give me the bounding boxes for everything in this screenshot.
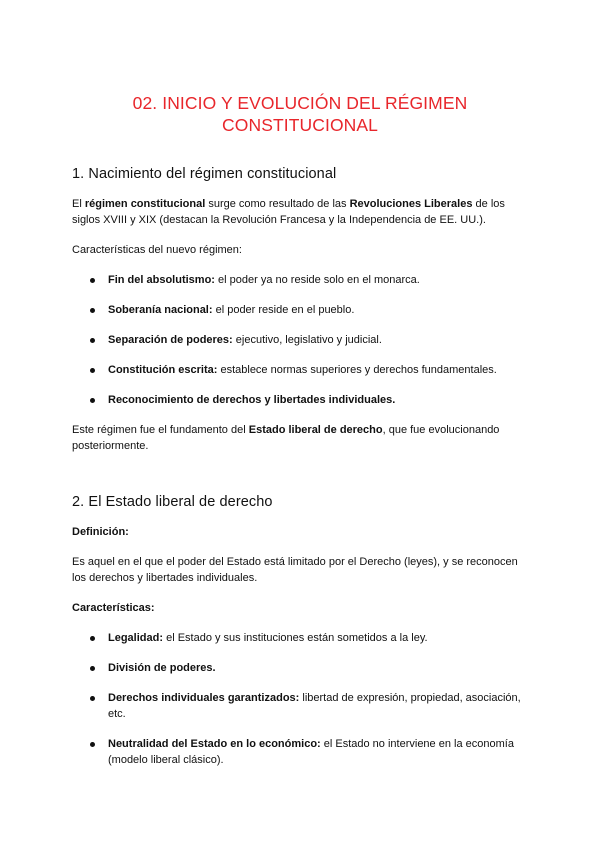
section-1-list: [72, 272, 528, 408]
list-item-text: establece normas superiores y derechos fundamentales.: [217, 364, 497, 376]
section-2-heading: 2. El Estado liberal de derecho: [72, 494, 273, 510]
list-item-bold: Soberanía nacional:: [108, 304, 213, 316]
list-item-bold: Derechos individuales garantizados:: [108, 692, 300, 704]
section-nacimiento: [72, 166, 528, 454]
list-item: [72, 690, 528, 722]
list-item-bold: Neutralidad del Estado en lo económico:: [108, 738, 321, 750]
list-item-text: ejecutivo, legislativo y judicial.: [232, 334, 382, 346]
document-title: [72, 92, 528, 136]
definition-label: Definición:: [72, 526, 129, 538]
list-item-bold: División de poderes.: [108, 662, 216, 674]
characteristics-label: Características:: [72, 602, 155, 614]
list-item: [72, 392, 528, 408]
closing-text-1: Este régimen fue el fundamento del: [72, 424, 249, 436]
document-title-line-1: 02. INICIO Y EVOLUCIÓN DEL RÉGIMEN: [132, 93, 468, 113]
bullet-icon: [90, 278, 95, 283]
list-item: [72, 736, 528, 768]
list-item-text: libertad de expresión, propiedad, asociación, etc.: [108, 692, 521, 720]
intro-text-2: surge como resultado de las: [205, 198, 350, 210]
closing-bold-1: Estado liberal de derecho: [248, 424, 383, 436]
bullet-icon: [90, 696, 95, 701]
document-title-line-2: CONSTITUCIONAL: [222, 115, 378, 135]
section-estado-liberal: [72, 494, 528, 768]
closing-text-2: , que fue evolucionando posteriormente.: [72, 424, 500, 452]
list-item: [72, 630, 528, 646]
section-1-intro: [72, 196, 528, 228]
section-1-heading: 1. Nacimiento del régimen constitucional: [72, 166, 337, 182]
list-item-text: el Estado y sus instituciones están sometidos a la ley.: [163, 632, 428, 644]
section-2-list: [72, 630, 528, 768]
intro-text-3: de los siglos XVIII y XIX (destacan la Revolución Francesa y la Independencia de EE. UU.).: [72, 198, 505, 226]
intro-bold-2: Revoluciones Liberales: [349, 198, 473, 210]
list-item-bold: Constitución escrita:: [108, 364, 218, 376]
list-item-bold: Legalidad:: [108, 632, 164, 644]
list-item: [72, 660, 528, 676]
bullet-icon: [90, 338, 95, 343]
list-item-bold: Fin del absolutismo:: [108, 274, 215, 286]
bullet-icon: [90, 636, 95, 641]
section-1-closing: [72, 422, 528, 454]
list-item-text: el poder reside en el pueblo.: [212, 304, 355, 316]
list-item-bold: Reconocimiento de derechos y libertades individuales.: [108, 394, 396, 406]
intro-bold-1: régimen constitucional: [84, 198, 206, 210]
bullet-icon: [90, 666, 95, 671]
bullet-icon: [90, 368, 95, 373]
list-item-text: el poder ya no reside solo en el monarca.: [214, 274, 420, 286]
bullet-icon: [90, 398, 95, 403]
bullet-icon: [90, 308, 95, 313]
list-item: [72, 362, 528, 378]
bullet-icon: [90, 742, 95, 747]
list-item: [72, 302, 528, 318]
intro-text-1: El: [72, 198, 85, 210]
list-item-bold: Separación de poderes:: [108, 334, 233, 346]
list-item: [72, 332, 528, 348]
characteristics-intro: Características del nuevo régimen:: [72, 244, 242, 256]
list-item: [72, 272, 528, 288]
list-item-text: el Estado no interviene en la economía (modelo liberal clásico).: [108, 738, 514, 766]
definition-text: Es aquel en el que el poder del Estado está limitado por el Derecho (leyes), y se reconocen los derechos y libertades individuales.: [72, 556, 518, 584]
